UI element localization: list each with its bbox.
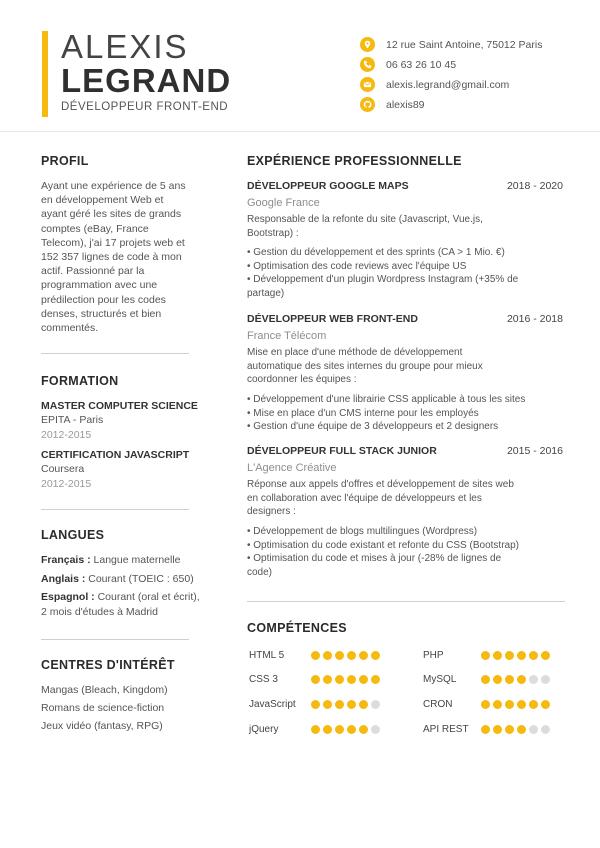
interet-item: Romans de science-fiction [41,702,165,714]
rating-dot-empty [371,700,380,709]
bullet-line: partage) [247,287,285,299]
job-company: France Télécom [247,330,327,342]
desc-line: automatique des sites internes du groupe pour mieux [247,360,483,372]
langue-item [41,553,181,567]
job-description [247,213,567,240]
skill-rating [481,725,553,734]
profil-text [41,179,211,335]
skill-name: jQuery [249,724,279,735]
langue-value: Langue maternelle [90,554,181,566]
rating-dot-filled [481,725,490,734]
job-bullets [247,246,567,300]
section-divider [247,601,565,602]
section-divider [41,639,189,640]
rating-dot-filled [359,651,368,660]
phone-icon [360,57,375,72]
langue-item [41,572,194,586]
langue-value: Courant (oral et écrit), [94,591,200,603]
skill-rating [311,651,383,660]
contact-github [360,97,425,112]
job-bullets [247,393,567,434]
skill-name: CSS 3 [249,674,278,685]
rating-dot-filled [505,675,514,684]
rating-dot-filled [505,725,514,734]
bullet-line: • Optimisation du code existant et refonte du CSS (Bootstrap) [247,539,519,551]
rating-dot-filled [493,651,502,660]
rating-dot-empty [541,675,550,684]
skill-item [423,699,553,710]
rating-dot-filled [335,725,344,734]
profil-line: 152 357 lignes de code à mon [41,251,182,264]
skill-item [249,724,383,735]
skill-item [423,724,553,735]
job-company: L'Agence Créative [247,462,337,474]
skill-name: API REST [423,724,469,735]
rating-dot-filled [371,675,380,684]
rating-dot-empty [371,725,380,734]
rating-dot-filled [517,725,526,734]
rating-dot-filled [517,651,526,660]
job-description [247,478,567,519]
profil-line: actif. Passionné par la [41,265,145,278]
rating-dot-filled [347,725,356,734]
job-title: DÉVELOPPEUR FRONT-END [61,101,229,113]
location-icon [360,37,375,52]
profil-line: denses, structurés et bien [41,307,162,320]
formation-school: EPITA - Paris [41,414,104,426]
skill-rating [311,675,383,684]
contact-phone [360,57,456,72]
profil-heading: PROFIL [41,154,89,168]
skill-rating [311,725,383,734]
skill-rating [481,675,553,684]
skill-rating [311,700,383,709]
bullet-line: • Développement de blogs multilingues (Wordpress) [247,526,478,537]
job-dates: 2018 - 2020 [506,180,563,192]
desc-line: en collaboration avec l'équipe de développeurs et les [247,492,482,504]
langues-heading: LANGUES [41,528,105,542]
header-divider [0,131,600,132]
formation-years: 2012-2015 [41,478,92,490]
skill-rating [481,651,553,660]
skill-rating [481,700,553,709]
rating-dot-filled [335,651,344,660]
rating-dot-filled [359,700,368,709]
skill-item [249,650,383,661]
rating-dot-filled [481,651,490,660]
rating-dot-filled [347,700,356,709]
accent-bar [42,31,48,117]
job-description [247,346,567,387]
rating-dot-filled [359,675,368,684]
skill-item [423,674,553,685]
job-company: Google France [247,197,320,209]
formation-years: 2012-2015 [41,429,92,441]
formation-school: Coursera [41,463,85,475]
langue-value: Courant (TOEIC : 650) [85,573,194,585]
rating-dot-filled [311,725,320,734]
formation-degree: MASTER COMPUTER SCIENCE [41,400,198,412]
skill-name: MySQL [423,674,457,685]
profil-line: programmation avec une [41,279,158,292]
langue-item-continued: 2 mois d'études à Madrid [41,606,158,618]
desc-line: Réponse aux appels d'offres et développement de sites web [247,479,514,490]
rating-dot-filled [347,651,356,660]
experience-heading: EXPÉRIENCE PROFESSIONNELLE [247,154,462,168]
rating-dot-filled [311,651,320,660]
rating-dot-filled [335,675,344,684]
rating-dot-filled [481,675,490,684]
rating-dot-filled [529,700,538,709]
formation-degree: CERTIFICATION JAVASCRIPT [41,449,190,461]
rating-dot-filled [529,651,538,660]
rating-dot-filled [311,675,320,684]
langue-label: Français : [41,554,91,566]
job-header [247,445,563,457]
skill-item [249,699,383,710]
profil-line: Telecom), j'ai 17 projets web et [41,236,185,249]
langue-label: Espagnol : [41,591,95,603]
desc-line: Mise en place d'une méthode de développement [247,347,463,358]
skill-name: HTML 5 [249,650,285,661]
profil-line: prédilection pour les codes [41,293,166,306]
section-divider [41,353,189,354]
bullet-line: • Développement d'un plugin Wordpress Instagram (+35% de [247,274,519,285]
skill-item [249,674,383,685]
rating-dot-filled [323,675,332,684]
skill-name: PHP [423,650,444,661]
formation-heading: FORMATION [41,374,119,388]
skill-name: CRON [423,699,453,710]
rating-dot-filled [493,725,502,734]
bullet-line: • Optimisation du code et mises à jour (-28% de lignes de [247,553,502,564]
rating-dot-filled [505,651,514,660]
bullet-line: code) [247,566,273,578]
desc-line: Responsable de la refonte du site (Javascript, Vue.js, [247,214,483,225]
interet-item: Mangas (Bleach, Kingdom) [41,684,168,696]
rating-dot-filled [323,725,332,734]
last-name: LEGRAND [61,62,232,99]
rating-dot-filled [371,651,380,660]
first-name: ALEXIS [61,28,189,65]
rating-dot-filled [517,675,526,684]
langue-item [41,590,200,604]
github-text[interactable]: alexis89 [386,98,425,111]
bullet-line: • Optimisation des code reviews avec l'équipe US [247,260,467,272]
job-bullets [247,525,567,579]
rating-dot-filled [323,651,332,660]
rating-dot-filled [517,700,526,709]
contact-address [360,37,542,52]
bullet-line: • Développement d'une librairie CSS applicable à tous les sites [247,394,526,405]
desc-line: Bootstrap) : [247,227,299,239]
section-divider [41,509,189,510]
rating-dot-filled [347,675,356,684]
rating-dot-empty [529,675,538,684]
rating-dot-filled [493,675,502,684]
job-dates: 2016 - 2018 [506,313,563,325]
email-text[interactable]: alexis.legrand@gmail.com [386,78,510,91]
rating-dot-filled [311,700,320,709]
job-header [247,180,563,192]
rating-dot-filled [359,725,368,734]
profil-line: comptes (eBay, France [41,222,149,235]
rating-dot-filled [481,700,490,709]
job-title: DÉVELOPPEUR GOOGLE MAPS [247,180,409,192]
rating-dot-filled [541,700,550,709]
email-icon [360,77,375,92]
contact-email [360,77,509,92]
job-title: DÉVELOPPEUR WEB FRONT-END [247,313,418,325]
rating-dot-filled [335,700,344,709]
job-title: DÉVELOPPEUR FULL STACK JUNIOR [247,445,437,457]
profil-line: commentés. [41,322,99,335]
phone-text: 06 63 26 10 45 [386,58,457,71]
profil-line: ayant géré les sites de grands [41,208,182,221]
profil-line: Ayant une expérience de 5 ans [41,180,186,192]
rating-dot-empty [529,725,538,734]
competences-heading: COMPÉTENCES [247,621,347,635]
rating-dot-empty [541,725,550,734]
skill-name: JavaScript [249,699,296,710]
interets-heading: CENTRES D'INTÉRÊT [41,658,175,672]
github-icon [360,97,375,112]
profil-line: en développement Web et [41,194,164,207]
desc-line: coordonner les équipes : [247,374,357,385]
skill-item [423,650,553,661]
rating-dot-filled [493,700,502,709]
langue-label: Anglais : [41,573,86,585]
desc-line: designers : [247,506,296,517]
bullet-line: • Gestion du développement et des sprints (CA > 1 Mio. €) [247,247,505,258]
bullet-line: • Mise en place d'un CMS interne pour les employés [247,407,479,419]
rating-dot-filled [323,700,332,709]
address-text: 12 rue Saint Antoine, 75012 Paris [386,38,543,51]
job-dates: 2015 - 2016 [506,445,563,457]
rating-dot-filled [505,700,514,709]
bullet-line: • Gestion d'une équipe de 3 développeurs et 2 designers [247,421,499,432]
job-header [247,313,563,325]
rating-dot-filled [541,651,550,660]
interet-item: Jeux vidéo (fantasy, RPG) [41,720,163,732]
